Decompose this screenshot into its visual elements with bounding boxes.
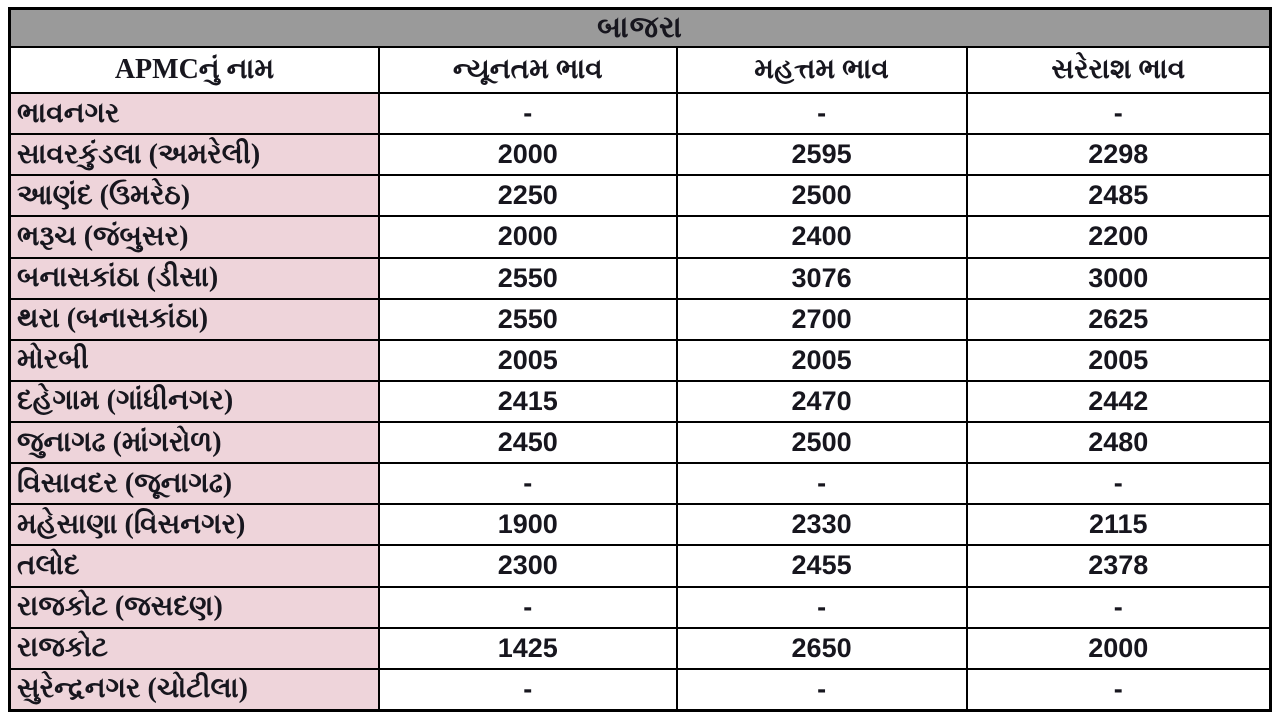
max-price-cell: - bbox=[677, 93, 967, 134]
table-row bbox=[10, 463, 1271, 504]
max-price-cell: 2400 bbox=[677, 216, 967, 257]
min-price-cell: - bbox=[379, 587, 677, 628]
avg-price-cell: 2298 bbox=[967, 134, 1271, 175]
max-price-cell: - bbox=[677, 463, 967, 504]
min-price-cell: - bbox=[379, 93, 677, 134]
table-row bbox=[10, 216, 1271, 257]
max-price-cell: 2500 bbox=[677, 422, 967, 463]
min-price-cell: 2300 bbox=[379, 545, 677, 586]
avg-price-cell: - bbox=[967, 463, 1271, 504]
avg-price-cell: 2625 bbox=[967, 299, 1271, 340]
min-price-cell: - bbox=[379, 463, 677, 504]
max-price-cell: 2330 bbox=[677, 504, 967, 545]
min-price-cell: - bbox=[379, 669, 677, 711]
avg-price-cell: - bbox=[967, 669, 1271, 711]
min-price-cell: 2000 bbox=[379, 134, 677, 175]
apmc-name-cell: બનાસકાંઠા (ડીસા) bbox=[10, 258, 379, 299]
price-table-body bbox=[10, 93, 1271, 711]
avg-price-cell: - bbox=[967, 93, 1271, 134]
avg-price-cell: 2378 bbox=[967, 545, 1271, 586]
apmc-name-cell: જુનાગઢ (માંગરોળ) bbox=[10, 422, 379, 463]
min-price-cell: 2000 bbox=[379, 216, 677, 257]
max-price-cell: 2005 bbox=[677, 340, 967, 381]
min-price-cell: 2550 bbox=[379, 299, 677, 340]
apmc-name-cell: સુરેન્દ્રનગર (ચોટીલા) bbox=[10, 669, 379, 711]
avg-price-cell: 2485 bbox=[967, 175, 1271, 216]
avg-price-cell: 2442 bbox=[967, 381, 1271, 422]
table-row bbox=[10, 340, 1271, 381]
avg-price-cell: - bbox=[967, 587, 1271, 628]
max-price-cell: - bbox=[677, 669, 967, 711]
apmc-name-cell: વિસાવદર (જૂનાગઢ) bbox=[10, 463, 379, 504]
max-price-cell: 2455 bbox=[677, 545, 967, 586]
max-price-cell: 2650 bbox=[677, 628, 967, 669]
apmc-name-cell: મોરબી bbox=[10, 340, 379, 381]
header-row bbox=[10, 47, 1271, 93]
min-price-cell: 2415 bbox=[379, 381, 677, 422]
table-row bbox=[10, 628, 1271, 669]
apmc-name-cell: તલોદ bbox=[10, 545, 379, 586]
min-price-cell: 1425 bbox=[379, 628, 677, 669]
max-price-cell: - bbox=[677, 587, 967, 628]
column-header-max-price: મહત્તમ ભાવ bbox=[677, 47, 967, 93]
price-table bbox=[8, 7, 1272, 712]
title-row bbox=[10, 9, 1271, 48]
avg-price-cell: 2115 bbox=[967, 504, 1271, 545]
min-price-cell: 2250 bbox=[379, 175, 677, 216]
min-price-cell: 2550 bbox=[379, 258, 677, 299]
max-price-cell: 2595 bbox=[677, 134, 967, 175]
table-row bbox=[10, 587, 1271, 628]
avg-price-cell: 3000 bbox=[967, 258, 1271, 299]
max-price-cell: 2470 bbox=[677, 381, 967, 422]
apmc-name-cell: ભરૂચ (જંબુસર) bbox=[10, 216, 379, 257]
table-row bbox=[10, 504, 1271, 545]
table-row bbox=[10, 422, 1271, 463]
table-row bbox=[10, 175, 1271, 216]
max-price-cell: 2700 bbox=[677, 299, 967, 340]
apmc-name-cell: રાજકોટ (જસદણ) bbox=[10, 587, 379, 628]
min-price-cell: 1900 bbox=[379, 504, 677, 545]
table-row bbox=[10, 669, 1271, 711]
apmc-name-cell: દહેગામ (ગાંધીનગર) bbox=[10, 381, 379, 422]
table-row bbox=[10, 381, 1271, 422]
avg-price-cell: 2200 bbox=[967, 216, 1271, 257]
apmc-name-cell: સાવરકુંડલા (અમરેલી) bbox=[10, 134, 379, 175]
column-header-avg-price: સરેરાશ ભાવ bbox=[967, 47, 1271, 93]
commodity-title: બાજરા bbox=[10, 9, 1271, 48]
apmc-name-cell: થરા (બનાસકાંઠા) bbox=[10, 299, 379, 340]
apmc-name-cell: ભાવનગર bbox=[10, 93, 379, 134]
column-header-min-price: ન્યૂનતમ ભાવ bbox=[379, 47, 677, 93]
table-row bbox=[10, 545, 1271, 586]
apmc-name-cell: મહેસાણા (વિસનગર) bbox=[10, 504, 379, 545]
avg-price-cell: 2005 bbox=[967, 340, 1271, 381]
min-price-cell: 2005 bbox=[379, 340, 677, 381]
min-price-cell: 2450 bbox=[379, 422, 677, 463]
table-row bbox=[10, 258, 1271, 299]
column-header-apmc-name: APMCનું નામ bbox=[10, 47, 379, 93]
table-row bbox=[10, 299, 1271, 340]
avg-price-cell: 2000 bbox=[967, 628, 1271, 669]
apmc-name-cell: આણંદ (ઉમરેઠ) bbox=[10, 175, 379, 216]
avg-price-cell: 2480 bbox=[967, 422, 1271, 463]
max-price-cell: 2500 bbox=[677, 175, 967, 216]
table-row bbox=[10, 93, 1271, 134]
apmc-name-cell: રાજકોટ bbox=[10, 628, 379, 669]
table-row bbox=[10, 134, 1271, 175]
max-price-cell: 3076 bbox=[677, 258, 967, 299]
